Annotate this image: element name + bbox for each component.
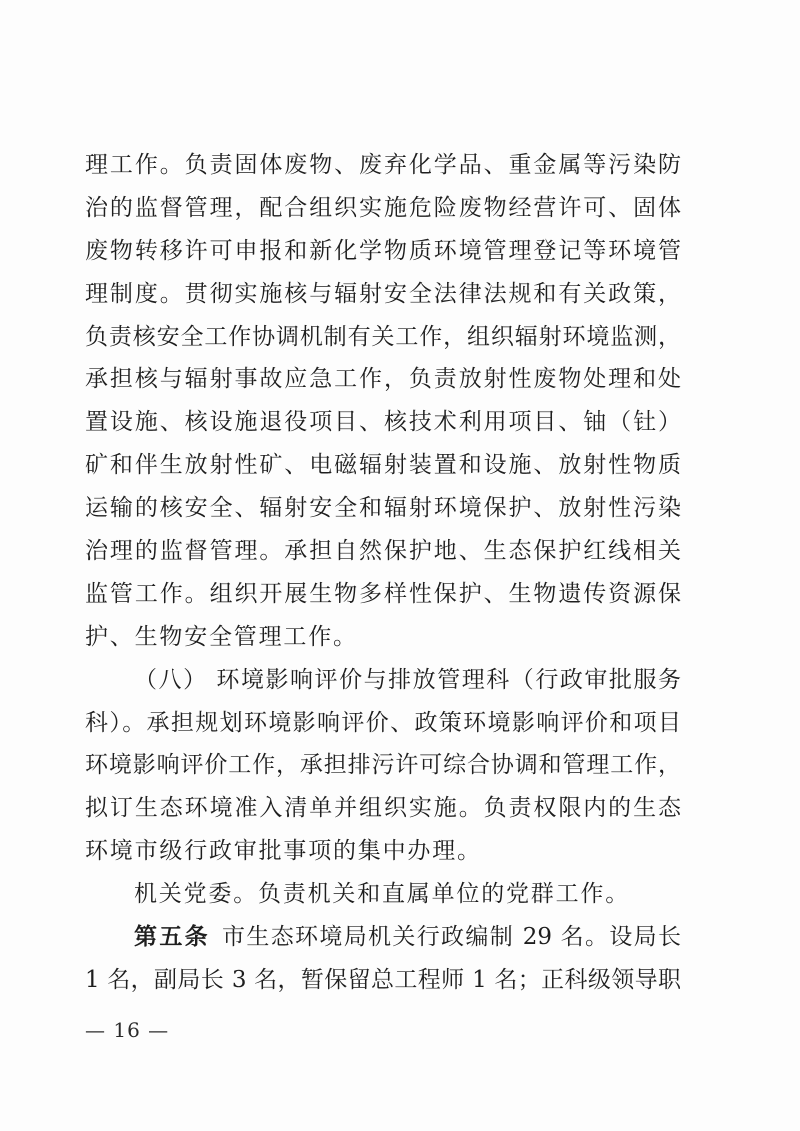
paragraph-continued [85,144,681,659]
text-line-last: 护、生物安全管理工作。 [85,623,358,650]
text-line: 运输的核安全、辐射安全和辐射环境保护、放射性污染 [85,495,681,522]
document-body [85,144,681,1002]
text-line: 矿和伴生放射性矿、电磁辐射装置和设施、放射性物质 [85,452,681,479]
text-line: 治的监督管理，配合组织实施危险废物经营许可、固体 [85,194,681,221]
text-line: 监管工作。组织开展生物多样性保护、生物遗传资源保 [85,580,681,607]
text-line: 1 名，副局长 3 名，暂保留总工程师 1 名；正科级领导职 [85,966,681,993]
article-first-line [85,916,681,959]
section-heading-line: （八） 环境影响评价与排放管理科（行政审批服务 [134,666,681,693]
article-5-paragraph [85,916,681,1002]
text-line: 置设施、核设施退役项目、核技术利用项目、铀（钍） [85,409,681,436]
text-line: 机关党委。负责机关和直属单位的党群工作。 [134,881,630,908]
text-line: 拟订生态环境准入清单并组织实施。负责权限内的生态 [85,795,681,822]
text-line: 废物转移许可申报和新化学物质环境管理登记等环境管 [85,237,681,264]
text-line: 治理的监督管理。承担自然保护地、生态保护红线相关 [85,538,681,565]
article-label: 第五条 [134,924,211,951]
article-text: 市生态环境局机关行政编制 29 名。设局长 [222,924,681,951]
text-line: 负责核安全工作协调机制有关工作，组织辐射环境监测， [85,323,681,350]
party-committee-paragraph [85,873,681,916]
text-line: 理工作。负责固体废物、废弃化学品、重金属等污染防 [85,152,681,178]
text-line: 科）。承担规划环境影响评价、政策环境影响评价和项目 [85,709,681,736]
text-line: 承担核与辐射事故应急工作，负责放射性废物处理和处 [85,366,681,393]
text-line: 环境影响评价工作，承担排污许可综合协调和管理工作， [85,752,681,779]
text-line-last: 环境市级行政审批事项的集中办理。 [85,838,482,865]
page-number: — 16 — [85,1018,170,1042]
section-8-paragraph [85,659,681,873]
text-line: 理制度。贯彻实施核与辐射安全法律法规和有关政策， [85,280,681,307]
